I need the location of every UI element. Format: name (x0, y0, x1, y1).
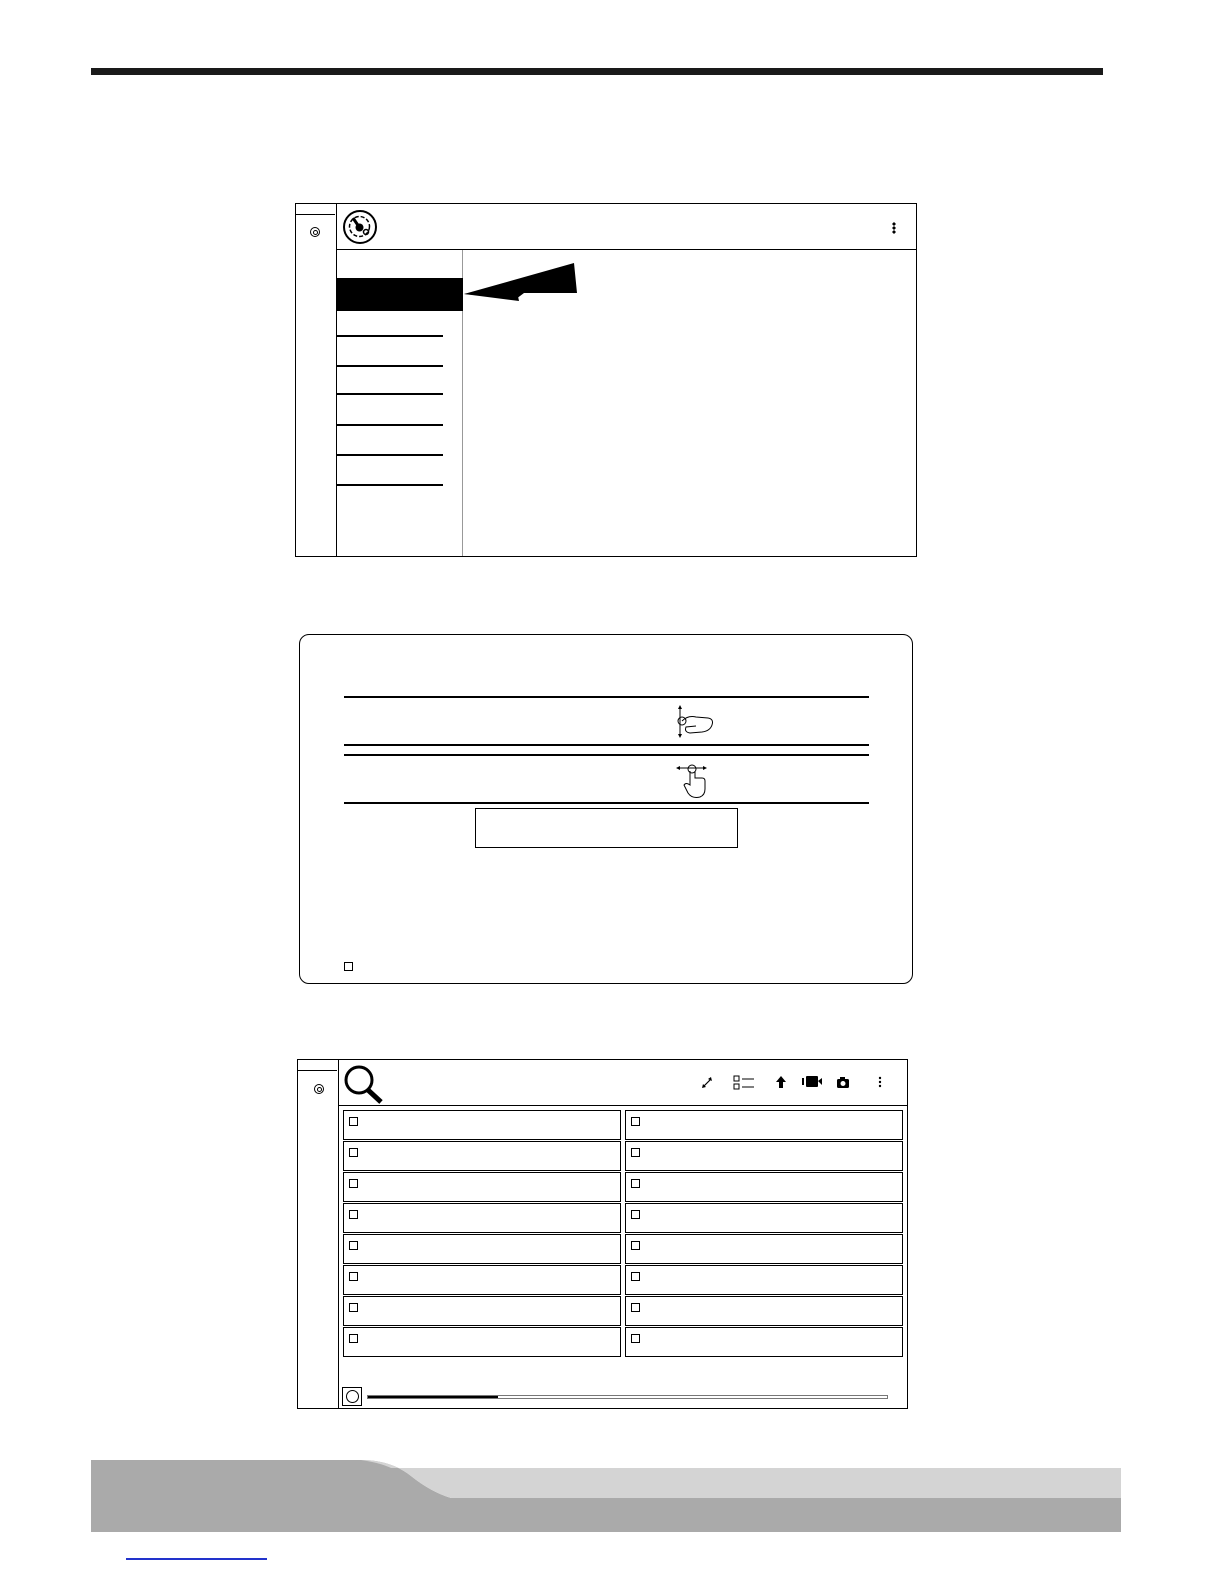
home-button-icon[interactable] (314, 1084, 324, 1094)
item-checkbox[interactable] (349, 1272, 358, 1281)
gallery-item[interactable] (343, 1141, 621, 1171)
item-checkbox[interactable] (349, 1303, 358, 1312)
item-checkbox[interactable] (631, 1210, 640, 1219)
item-checkbox[interactable] (631, 1148, 640, 1157)
item-checkbox[interactable] (631, 1241, 640, 1250)
search-icon[interactable] (343, 1064, 385, 1104)
footer-link-underline[interactable] (126, 1558, 267, 1560)
row-divider (344, 802, 869, 804)
progress-fill (368, 1396, 498, 1398)
expand-icon[interactable] (701, 1074, 713, 1090)
arrow-left-icon (464, 261, 579, 303)
item-checkbox[interactable] (349, 1117, 358, 1126)
home-button-icon[interactable] (310, 227, 320, 237)
menu-item-divider[interactable] (337, 484, 443, 486)
video-icon[interactable] (801, 1074, 823, 1090)
item-checkbox[interactable] (631, 1303, 640, 1312)
top-rule (91, 68, 1103, 75)
gallery-header (339, 1060, 907, 1106)
swipe-horizontal-icon (676, 763, 708, 799)
app-header (337, 204, 916, 250)
item-checkbox[interactable] (631, 1272, 640, 1281)
gallery-item[interactable] (343, 1172, 621, 1202)
gallery-item[interactable] (343, 1265, 621, 1295)
side-rail (298, 1060, 339, 1408)
item-checkbox[interactable] (349, 1179, 358, 1188)
settings-screen-figure (295, 203, 917, 557)
swipe-vertical-icon (674, 705, 716, 739)
gallery-item[interactable] (625, 1172, 903, 1202)
settings-menu (337, 250, 463, 556)
camera-icon[interactable] (836, 1074, 850, 1090)
gallery-item[interactable] (625, 1141, 903, 1171)
rail-notch (298, 1070, 337, 1072)
row-divider (344, 744, 869, 746)
gallery-item[interactable] (625, 1234, 903, 1264)
gesture-dialog-figure (299, 634, 913, 984)
menu-item-divider[interactable] (337, 424, 443, 426)
item-checkbox[interactable] (349, 1241, 358, 1250)
menu-item-selected[interactable] (337, 278, 463, 311)
footer-band (91, 1460, 1121, 1532)
gallery-item[interactable] (625, 1203, 903, 1233)
gallery-item[interactable] (343, 1327, 621, 1357)
row-divider (344, 696, 869, 698)
item-checkbox[interactable] (349, 1148, 358, 1157)
menu-item-divider[interactable] (337, 365, 443, 367)
gallery-item[interactable] (343, 1203, 621, 1233)
gallery-item[interactable] (625, 1110, 903, 1140)
upload-icon[interactable] (775, 1074, 787, 1090)
gallery-item[interactable] (625, 1327, 903, 1357)
menu-item-divider[interactable] (337, 335, 443, 337)
item-checkbox[interactable] (349, 1334, 358, 1343)
gallery-item[interactable] (343, 1234, 621, 1264)
item-checkbox[interactable] (631, 1117, 640, 1126)
gallery-screen-figure (297, 1059, 908, 1409)
item-checkbox[interactable] (349, 1210, 358, 1219)
menu-item-divider[interactable] (337, 393, 443, 395)
progress-bar[interactable] (367, 1395, 888, 1399)
gallery-item[interactable] (625, 1265, 903, 1295)
text-input-field[interactable] (475, 808, 738, 848)
kebab-menu-icon[interactable] (892, 222, 896, 234)
menu-item-divider[interactable] (337, 454, 443, 456)
side-rail (296, 204, 337, 556)
dont-show-again-checkbox[interactable] (344, 962, 353, 971)
gallery-item[interactable] (625, 1296, 903, 1326)
gallery-item[interactable] (343, 1110, 621, 1140)
item-checkbox[interactable] (631, 1334, 640, 1343)
select-list-icon[interactable] (733, 1074, 755, 1092)
row-divider (344, 754, 869, 756)
item-checkbox[interactable] (631, 1179, 640, 1188)
dial-app-icon (343, 210, 377, 244)
gallery-item[interactable] (343, 1296, 621, 1326)
rail-notch (296, 214, 335, 216)
kebab-menu-icon[interactable] (877, 1074, 883, 1090)
record-button[interactable] (342, 1387, 362, 1406)
